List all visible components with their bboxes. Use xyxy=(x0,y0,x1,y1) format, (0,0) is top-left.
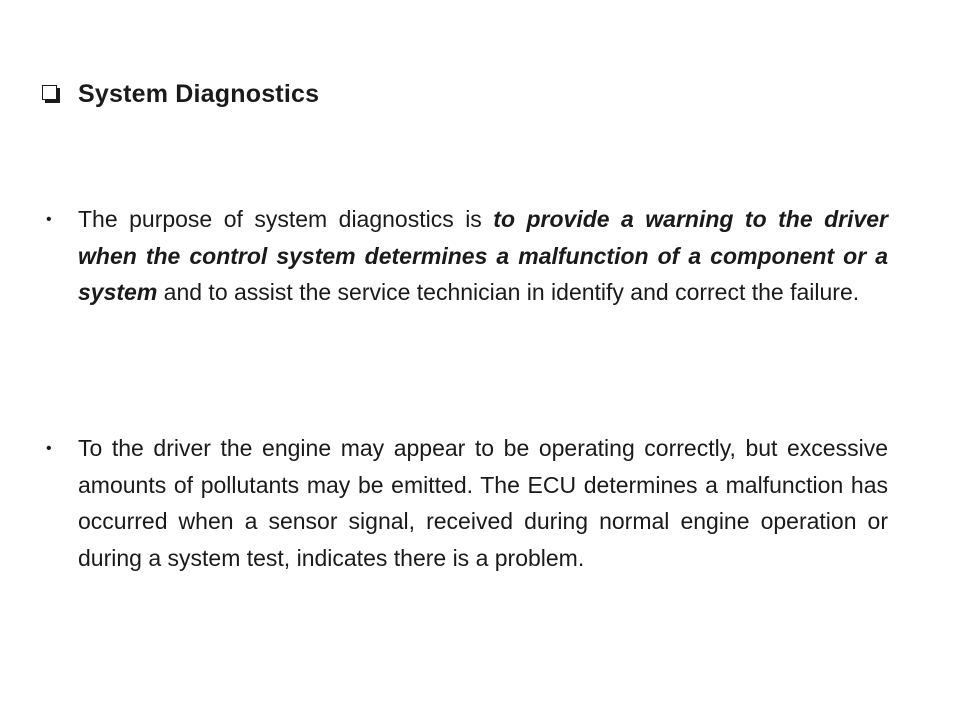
bullet-dot-icon: • xyxy=(46,211,52,228)
paragraph-text: The purpose of system diagnostics is xyxy=(78,206,494,232)
bullet-dot-icon: • xyxy=(46,440,52,457)
heading-title: System Diagnostics xyxy=(78,80,320,108)
bullet-paragraph xyxy=(78,201,888,311)
slide-heading xyxy=(42,80,319,109)
checkbox-square-icon xyxy=(42,85,62,105)
bullet-item-purpose xyxy=(46,201,888,311)
bullet-paragraph: To the driver the engine may appear to be operating correctly, but excessive amounts of pollutants may be emitted. The ECU determines a malfunction has occurred when a sensor signal, received during normal engine operation or during a system test, indicates there is a problem. xyxy=(78,435,888,571)
paragraph-emphasis: to provide a warning to the driver when the control system determines a malfunction of a component or a system xyxy=(78,206,889,305)
paragraph-text: and to assist the service technician in identify and correct the failure. xyxy=(157,279,860,305)
bullet-item-driver xyxy=(46,430,888,576)
